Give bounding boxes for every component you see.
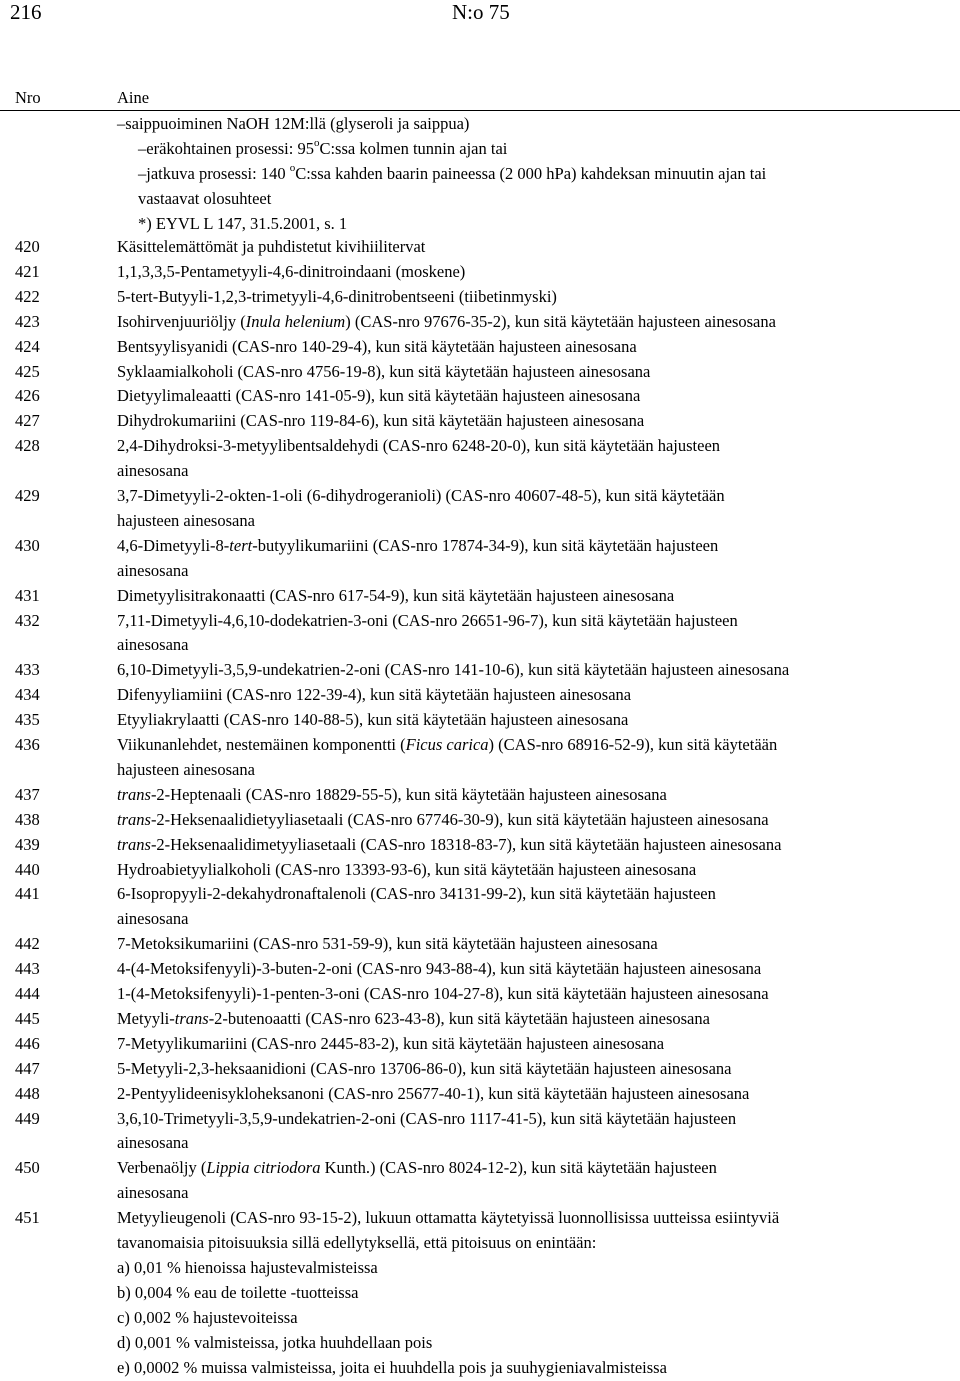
- row-number: 435: [15, 710, 40, 730]
- substance-text: Bentsyylisyanidi (CAS-nro 140-29-4), kun sitä käytetään hajusteen ainesosana: [117, 336, 637, 356]
- limit-item: e) 0,0002 % muissa valmisteissa, joita ei huuhdella pois ja suuhygieniavalmisteissa: [117, 1357, 667, 1377]
- substance-text: 4,6-Dimetyyli-8-tert-butyylikumariini (CAS-nro 17874-34-9), kun sitä käytetään hajusteen ainesosana: [117, 535, 719, 580]
- row-number: 449: [15, 1108, 40, 1128]
- substance-text: Difenyyliamiini (CAS-nro 122-39-4), kun sitä käytetään hajusteen ainesosana: [117, 685, 632, 705]
- column-header-nro: Nro: [15, 88, 41, 107]
- row-number: 447: [15, 1058, 40, 1078]
- row-number: 438: [15, 809, 40, 829]
- row-number: 440: [15, 859, 40, 879]
- substance-text: 3,6,10-Trimetyyli-3,5,9-undekatrien-2-oni (CAS-nro 1117-41-5), kun sitä käytetään hajusteen ainesosana: [117, 1108, 737, 1153]
- substance-text: trans-2-Heksenaalidietyyliasetaali (CAS-nro 67746-30-9), kun sitä käytetään hajusteen ainesosana: [117, 809, 769, 829]
- substance-text: Etyyliakrylaatti (CAS-nro 140-88-5), kun sitä käytetään hajusteen ainesosana: [117, 710, 629, 730]
- substance-text: Dietyylimaleaatti (CAS-nro 141-05-9), kun sitä käytetään hajusteen ainesosana: [117, 386, 641, 406]
- row-number: 432: [15, 610, 40, 630]
- row-number: 442: [15, 934, 40, 954]
- row-number: 444: [15, 984, 40, 1003]
- row-number: 425: [15, 361, 40, 381]
- substance-text: 7,11-Dimetyyli-4,6,10-dodekatrien-3-oni (CAS-nro 26651-96-7), kun sitä käytetään hajusteen ainesosana: [117, 610, 738, 655]
- row-number: 446: [15, 1033, 40, 1053]
- row-number: 450: [15, 1158, 40, 1178]
- row-number: 427: [15, 411, 40, 431]
- limit-item: b) 0,004 % eau de toilette -tuotteissa: [117, 1282, 359, 1302]
- substance-text: Käsittelemättömät ja puhdistetut kivihiilitervat: [117, 237, 426, 256]
- substance-text: Verbenaöljy (Lippia citriodora Kunth.) (CAS-nro 8024-12-2), kun sitä käytetään hajusteen ainesosana: [117, 1158, 717, 1203]
- substance-text: Isohirvenjuuriöljy (Inula helenium) (CAS-nro 97676-35-2), kun sitä käytetään hajusteen ainesosana: [117, 311, 776, 331]
- limit-item: c) 0,002 % hajustevoiteissa: [117, 1307, 298, 1327]
- row-number: 439: [15, 834, 40, 854]
- substance-text: Metyylieugenoli (CAS-nro 93-15-2), lukuun ottamatta käytetyissä luonnollisissa uutteissa esiintyviä tavanomaisia pitoisuuksia sillä edellytyksellä, että pitoisuus on enintään:: [117, 1208, 780, 1252]
- row-number: 426: [15, 386, 40, 406]
- intro-line: –eräkohtainen prosessi: 95$^o$C:ssa kolmen tunnin ajan tai: [138, 137, 508, 158]
- row-number: 421: [15, 261, 40, 281]
- substance-text: 1-(4-Metoksifenyyli)-1-penten-3-oni (CAS-nro 104-27-8), kun sitä käytetään hajusteen ainesosana: [117, 984, 769, 1003]
- intro-line: –jatkuva prosessi: 140 $^o$C:ssa kahden baarin paineessa (2 000 hPa) kahdeksan minuutin ajan tai: [138, 162, 767, 183]
- issue-number: N:o 75: [452, 0, 510, 24]
- table-header: [0, 86, 960, 111]
- substance-text: 3,7-Dimetyyli-2-okten-1-oli (6-dihydrogeranioli) (CAS-nro 40607-48-5), kun sitä käytetään hajusteen ainesosana: [117, 486, 725, 530]
- substance-text: trans-2-Heptenaali (CAS-nro 18829-55-5), kun sitä käytetään hajusteen ainesosana: [117, 784, 667, 804]
- substance-text: 6,10-Dimetyyli-3,5,9-undekatrien-2-oni (CAS-nro 141-10-6), kun sitä käytetään hajusteen ainesosana: [117, 660, 790, 680]
- row-number: 424: [15, 336, 40, 356]
- row-number: 428: [15, 436, 40, 456]
- substance-text: 7-Metyylikumariini (CAS-nro 2445-83-2), kun sitä käytetään hajusteen ainesosana: [117, 1033, 665, 1053]
- row-number: 443: [15, 959, 40, 979]
- row-number: 437: [15, 784, 40, 804]
- substance-text: 5-Metyyli-2,3-heksaanidioni (CAS-nro 13706-86-0), kun sitä käytetään hajusteen ainesosana: [117, 1058, 732, 1078]
- row-number: 423: [15, 311, 40, 331]
- row-number: 451: [15, 1208, 40, 1228]
- intro-line: *) EYVL L 147, 31.5.2001, s. 1: [138, 213, 348, 233]
- page-number: 216: [10, 0, 42, 24]
- substance-text: Viikunanlehdet, nestemäinen komponentti (Ficus carica) (CAS-nro 68916-52-9), kun sitä käytetään hajusteen ainesosana: [117, 735, 778, 779]
- substance-text: Syklaamialkoholi (CAS-nro 4756-19-8), kun sitä käytetään hajusteen ainesosana: [117, 361, 651, 381]
- substance-text: 1,1,3,3,5-Pentametyyli-4,6-dinitroindaani (moskene): [117, 261, 466, 281]
- row-number: 434: [15, 685, 40, 705]
- substance-text: Dimetyylisitrakonaatti (CAS-nro 617-54-9), kun sitä käytetään hajusteen ainesosana: [117, 585, 675, 605]
- row-number: 433: [15, 660, 40, 680]
- column-header-aine: Aine: [117, 88, 150, 107]
- row-number: 448: [15, 1083, 40, 1103]
- row-number: 431: [15, 585, 40, 605]
- intro-line: vastaavat olosuhteet: [138, 188, 272, 208]
- substance-text: trans-2-Heksenaalidimetyyliasetaali (CAS-nro 18318-83-7), kun sitä käytetään hajusteen ainesosana: [117, 834, 782, 854]
- row-number: 436: [15, 735, 40, 754]
- row-number: 420: [15, 237, 40, 256]
- intro-line: –saippuoiminen NaOH 12M:llä (glyseroli ja saippua): [117, 114, 470, 133]
- substance-text: 5-tert-Butyyli-1,2,3-trimetyyli-4,6-dinitrobentseeni (tiibetinmyski): [117, 286, 557, 306]
- row-number: 422: [15, 286, 40, 306]
- substance-text: Metyyli-trans-2-butenoaatti (CAS-nro 623-43-8), kun sitä käytetään hajusteen ainesosana: [117, 1008, 710, 1028]
- substance-text: Dihydrokumariini (CAS-nro 119-84-6), kun sitä käytetään hajusteen ainesosana: [117, 411, 645, 431]
- substance-text: 2,4-Dihydroksi-3-metyylibentsaldehydi (CAS-nro 6248-20-0), kun sitä käytetään hajusteen ainesosana: [117, 436, 721, 481]
- row-number: 445: [15, 1008, 40, 1028]
- substance-text: 4-(4-Metoksifenyyli)-3-buten-2-oni (CAS-nro 943-88-4), kun sitä käytetään hajusteen ainesosana: [117, 959, 762, 979]
- row-number: 441: [15, 884, 40, 904]
- limit-item: a) 0,01 % hienoissa hajustevalmisteissa: [117, 1257, 378, 1277]
- substance-text: Hydroabietyylialkoholi (CAS-nro 13393-93-6), kun sitä käytetään hajusteen ainesosana: [117, 859, 697, 879]
- row-number: 430: [15, 535, 40, 555]
- row-number: 429: [15, 486, 40, 505]
- substance-text: 2-Pentyylideenisykloheksanoni (CAS-nro 25677-40-1), kun sitä käytetään hajusteen ainesosana: [117, 1083, 750, 1103]
- page-header: [0, 0, 960, 30]
- substance-text: 6-Isopropyyli-2-dekahydronaftalenoli (CAS-nro 34131-99-2), kun sitä käytetään hajusteen ainesosana: [117, 884, 716, 929]
- limit-item: d) 0,001 % valmisteissa, jotka huuhdellaan pois: [117, 1332, 433, 1352]
- substance-text: 7-Metoksikumariini (CAS-nro 531-59-9), kun sitä käytetään hajusteen ainesosana: [117, 934, 658, 954]
